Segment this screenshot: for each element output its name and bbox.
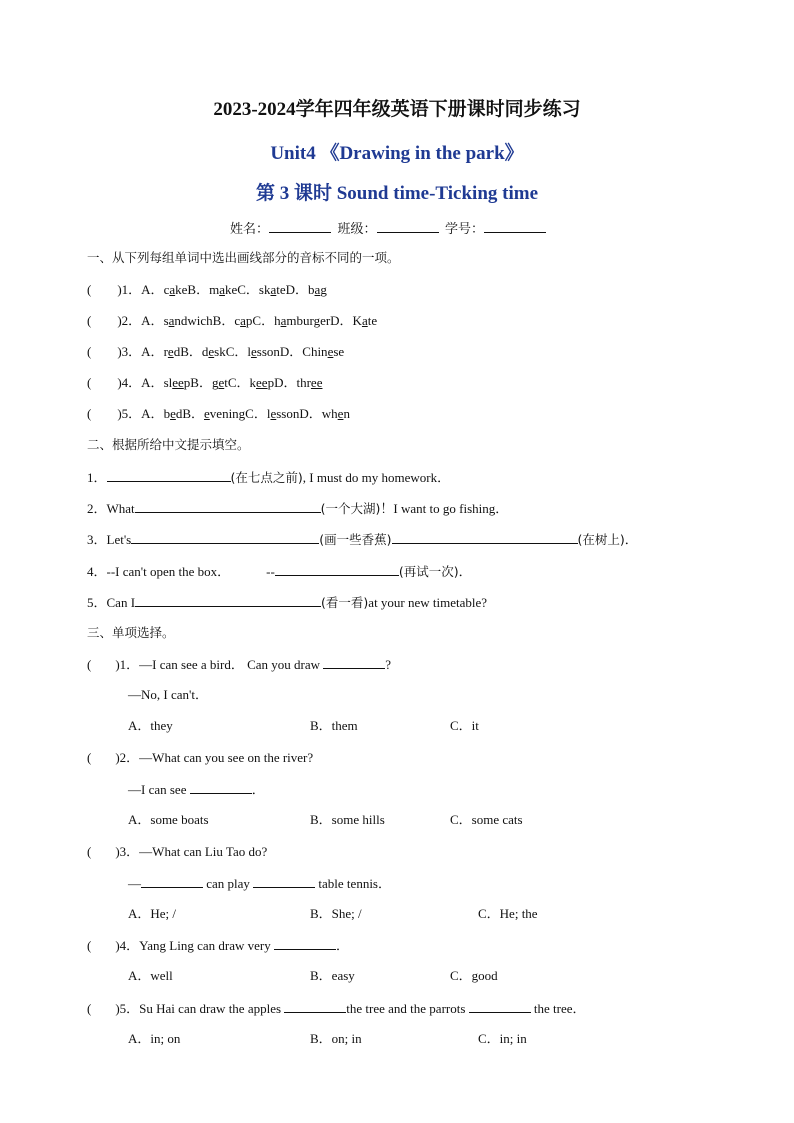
chinese-hint: (再试一次) — [398, 564, 459, 579]
s3-question-4 — [87, 936, 349, 955]
item-num: )4．A． — [117, 375, 164, 390]
paren-open: ( — [87, 750, 92, 765]
dash: — — [128, 876, 141, 891]
question-text: the tree and the parrots — [346, 1001, 466, 1016]
word-part: keB．m — [175, 282, 220, 297]
class-blank[interactable] — [377, 219, 439, 233]
option-b[interactable]: B．some hills — [310, 812, 385, 827]
class-label: 班级： — [337, 222, 377, 237]
name-blank[interactable] — [269, 219, 331, 233]
question-stem: )2．—What can you see on the river? — [115, 750, 314, 765]
underlined-letter: a — [270, 282, 277, 297]
word-part: pD．thr — [267, 375, 311, 390]
word-part: b — [163, 406, 171, 421]
underlined-letter: a — [169, 282, 176, 297]
fill-blank[interactable] — [284, 999, 346, 1013]
underlined-letter: e — [218, 375, 225, 390]
word-part: g — [320, 282, 327, 297]
lesson-title: 第 3 课时 Sound time-Ticking time — [255, 183, 539, 204]
underlined-letter: a — [280, 313, 287, 328]
word-part: pC．h — [245, 313, 281, 328]
section2-heading: 二、根据所给中文提示填空。 — [87, 437, 250, 452]
reply-text: —I can see — [128, 782, 187, 797]
paren-open: ( — [87, 282, 92, 297]
option-a[interactable]: A．well — [128, 968, 173, 983]
underlined-letter: e — [250, 344, 257, 359]
chinese-hint: (在树上) — [577, 532, 625, 547]
word-part: s — [163, 313, 169, 328]
paren-open: ( — [87, 375, 92, 390]
option-a[interactable]: A．in; on — [128, 1031, 181, 1046]
reply-text: can play — [203, 876, 254, 891]
worksheet-title: 2023-2024学年四年级英语下册课时同步练习 — [213, 99, 581, 120]
chinese-hint: (在七点之前) — [230, 470, 303, 485]
option-c[interactable]: C．He; the — [478, 906, 538, 921]
word-part: teD．b — [276, 282, 315, 297]
fill-blank[interactable] — [253, 874, 315, 888]
s1-item-2 — [87, 312, 377, 330]
s3-q2-reply — [128, 780, 265, 799]
question-text: 4．--I can't open the box． — [87, 564, 231, 579]
section3-heading: 三、单项选择。 — [87, 625, 175, 640]
question-text: at your new timetable? — [368, 595, 488, 610]
option-a[interactable]: A．they — [128, 718, 173, 733]
word-part: n — [343, 406, 350, 421]
fill-blank[interactable] — [141, 874, 203, 888]
option-b[interactable]: B．easy — [310, 968, 355, 983]
underlined-letter: a — [219, 282, 225, 297]
underlined-letter: ee — [310, 375, 323, 390]
word-part: pB．g — [183, 375, 219, 390]
fill-blank[interactable] — [392, 530, 578, 544]
word-part: skC．l — [214, 344, 251, 359]
question-stem: )5．Su Hai can draw the apples — [115, 1001, 282, 1016]
underlined-letter: ee — [256, 375, 268, 390]
underlined-letter: e — [327, 344, 334, 359]
question-stem: )4．Yang Ling can draw very — [115, 938, 271, 953]
s3-question-3 — [87, 843, 267, 861]
option-c[interactable]: C．good — [450, 968, 498, 983]
fill-blank[interactable] — [107, 468, 231, 482]
section1-heading: 一、从下列每组单词中选出画线部分的音标不同的一项。 — [87, 250, 400, 265]
word-part: veningC．l — [209, 406, 271, 421]
word-part: tC．k — [224, 375, 257, 390]
s1-item-3 — [87, 343, 344, 361]
s2-question-1 — [87, 468, 450, 487]
option-b[interactable]: B．them — [310, 718, 358, 733]
question-text: , I must do my homework． — [302, 470, 451, 485]
dash: -- — [266, 564, 275, 579]
fill-blank[interactable] — [135, 593, 321, 607]
underlined-letter: a — [240, 313, 246, 328]
question-text: 2．What — [87, 501, 135, 516]
word-part: c — [163, 282, 170, 297]
chinese-hint: (看一看) — [321, 595, 369, 610]
fill-blank[interactable] — [131, 530, 319, 544]
underlined-letter: ee — [172, 375, 184, 390]
paren-open: ( — [87, 344, 92, 359]
paren-open: ( — [87, 657, 92, 672]
student-info — [230, 218, 546, 237]
s3-question-2 — [87, 749, 313, 767]
word-part: sl — [163, 375, 173, 390]
question-text: 3．Let's — [87, 532, 132, 547]
question-text: ． — [458, 564, 472, 579]
word-part: te — [367, 313, 378, 328]
question-text: ． — [335, 938, 349, 953]
question-stem: )3．—What can Liu Tao do? — [115, 844, 268, 859]
s3-question-5 — [87, 999, 586, 1018]
underlined-letter: a — [168, 313, 175, 328]
fill-blank[interactable] — [469, 999, 531, 1013]
underlined-letter: e — [208, 344, 215, 359]
word-part: ssonD．wh — [276, 406, 338, 421]
underlined-letter: e — [204, 406, 210, 421]
item-num: )3．A． — [117, 344, 164, 359]
unit-title: Unit4 《Drawing in the park》 — [270, 143, 524, 164]
underlined-letter: e — [170, 406, 176, 421]
word-part: dB．d — [173, 344, 209, 359]
paren-open: ( — [87, 406, 92, 421]
fill-blank[interactable] — [274, 936, 336, 950]
question-stem: )1．—I can see a bird． Can you draw — [115, 657, 321, 672]
underlined-letter: e — [270, 406, 277, 421]
s3-q1-reply: —No, I can't． — [128, 687, 208, 702]
reply-text: table tennis． — [315, 876, 391, 891]
id-blank[interactable] — [484, 219, 546, 233]
word-part: ssonD．Chin — [256, 344, 328, 359]
fill-blank[interactable] — [190, 780, 252, 794]
option-c[interactable]: C．it — [450, 718, 479, 733]
underlined-letter: e — [337, 406, 344, 421]
word-part: se — [333, 344, 345, 359]
fill-blank[interactable] — [275, 562, 399, 576]
option-b[interactable]: B．She; / — [310, 906, 362, 921]
fill-blank[interactable] — [323, 655, 385, 669]
underlined-letter: e — [167, 344, 174, 359]
s1-item-4 — [87, 374, 322, 392]
option-c[interactable]: C．in; in — [478, 1031, 527, 1046]
paren-open: ( — [87, 313, 92, 328]
id-label: 学号： — [445, 222, 485, 237]
underlined-letter: a — [314, 282, 321, 297]
word-part: keC．sk — [224, 282, 271, 297]
paren-open: ( — [87, 938, 92, 953]
s3-q3-reply — [128, 874, 391, 893]
word-part: dB． — [175, 406, 205, 421]
paren-open: ( — [87, 844, 92, 859]
word-part: r — [163, 344, 168, 359]
option-a[interactable]: A．some boats — [128, 812, 209, 827]
question-text: 5．Can I — [87, 595, 136, 610]
s1-item-5 — [87, 405, 350, 423]
option-a[interactable]: A．He; / — [128, 906, 177, 921]
word-part: ndwichB．c — [174, 313, 241, 328]
option-c[interactable]: C．some cats — [450, 812, 523, 827]
s2-question-4 — [87, 562, 472, 581]
question-text: ！I want to go fishing． — [380, 501, 509, 516]
item-num: )1．A． — [117, 282, 164, 297]
item-num: )5．A． — [117, 406, 164, 421]
question-text: the tree． — [530, 1001, 586, 1016]
item-num: )2．A． — [117, 313, 164, 328]
chinese-hint: (一个大湖) — [320, 501, 381, 516]
s2-question-2 — [87, 499, 508, 518]
s2-question-3 — [87, 530, 638, 549]
underlined-letter: a — [361, 313, 368, 328]
question-text: ． — [624, 532, 638, 547]
word-part: mburgerD．K — [286, 313, 362, 328]
name-label: 姓名： — [230, 222, 270, 237]
s3-question-1 — [87, 655, 391, 674]
fill-blank[interactable] — [135, 499, 321, 513]
question-number: 1． — [87, 470, 107, 485]
s1-item-1 — [87, 281, 327, 299]
paren-open: ( — [87, 1001, 92, 1016]
option-b[interactable]: B．on; in — [310, 1031, 362, 1046]
s2-question-5 — [87, 593, 487, 612]
question-text: ． — [251, 782, 265, 797]
chinese-hint: (画一些香蕉) — [319, 532, 392, 547]
question-text: ? — [385, 657, 392, 672]
